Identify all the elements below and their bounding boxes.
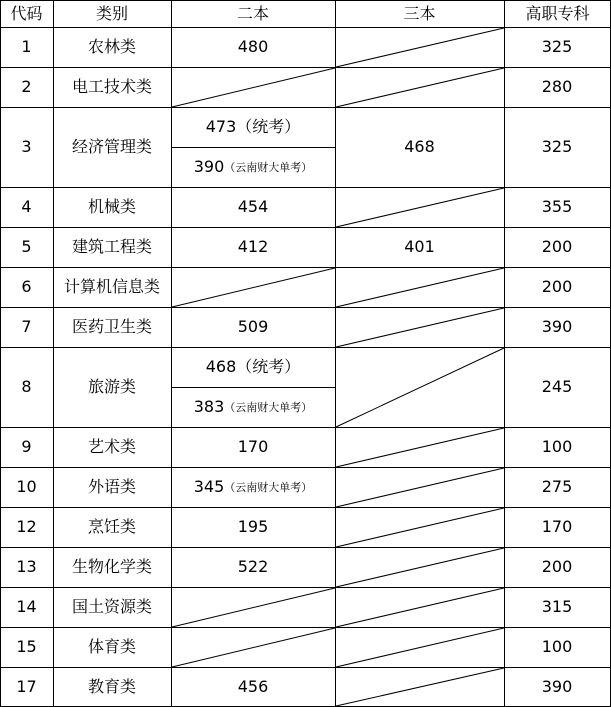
row-tier2-score: 170	[237, 437, 269, 456]
row-category: 医药卫生类	[71, 317, 152, 336]
tier2-score: 345	[193, 477, 225, 496]
row-vocational-score: 170	[541, 517, 573, 536]
empty-cell-slash	[336, 348, 504, 427]
row-vocational-score: 325	[541, 37, 573, 56]
header-tier2: 二本	[236, 3, 269, 23]
row-category: 外语类	[87, 477, 136, 496]
row-code: 4	[21, 197, 32, 216]
row-code: 14	[16, 597, 37, 616]
header-tier3: 三本	[403, 3, 436, 23]
row-tier2-score: 456	[237, 676, 269, 696]
row-vocational-score: 100	[541, 437, 573, 456]
row-vocational-score: 200	[541, 237, 573, 256]
empty-cell-slash	[336, 628, 504, 667]
row-category: 烹饪类	[87, 517, 136, 536]
row-category: 机械类	[87, 197, 136, 216]
empty-cell-slash	[172, 588, 335, 627]
row-tier2-entry	[171, 387, 335, 427]
row-tier3-score: 468	[404, 137, 435, 156]
row-code: 17	[16, 676, 37, 696]
empty-cell-slash	[336, 508, 504, 547]
row-code: 6	[21, 277, 32, 296]
empty-cell-slash	[336, 188, 504, 227]
row-tier2-score: 522	[237, 557, 269, 576]
row-tier2-entry	[171, 147, 335, 187]
header-category: 类别	[95, 3, 128, 23]
empty-cell-slash	[172, 68, 335, 107]
empty-cell-slash	[336, 308, 504, 347]
tier2-score: 468	[205, 357, 237, 376]
row-vocational-score: 325	[541, 137, 573, 156]
row-vocational-score: 315	[541, 597, 573, 616]
tier2-note: （云南财大单考）	[224, 480, 313, 494]
row-tier3-score: 401	[404, 237, 435, 256]
row-vocational-score: 355	[541, 197, 573, 216]
empty-cell-slash	[336, 428, 504, 467]
row-category: 教育类	[87, 676, 136, 696]
header-vocational: 高职专科	[525, 3, 590, 23]
empty-cell-slash	[336, 268, 504, 307]
row-code: 1	[21, 37, 32, 56]
row-code: 5	[21, 237, 32, 256]
row-category: 电工技术类	[71, 77, 152, 96]
empty-cell-slash	[172, 268, 335, 307]
row-vocational-score: 200	[541, 557, 573, 576]
row-category: 旅游类	[87, 377, 136, 396]
row-code: 15	[16, 637, 37, 656]
row-tier2-score: 509	[237, 317, 269, 336]
row-tier2-score: 412	[237, 237, 269, 256]
row-category: 生物化学类	[71, 557, 152, 576]
row-tier2-entry	[171, 347, 335, 387]
row-tier2-entry	[171, 467, 335, 507]
row-code: 9	[21, 437, 32, 456]
tier2-note: （云南财大单考）	[224, 400, 313, 414]
empty-cell-slash	[336, 68, 504, 107]
tier2-note: （统考）	[236, 117, 301, 136]
row-code: 2	[21, 77, 32, 96]
empty-cell-slash	[336, 668, 504, 706]
row-vocational-score: 200	[541, 277, 573, 296]
row-code: 7	[21, 317, 32, 336]
row-vocational-score: 390	[541, 676, 573, 696]
row-category: 农林类	[87, 37, 136, 56]
row-category: 艺术类	[87, 437, 136, 456]
row-category: 计算机信息类	[63, 277, 160, 296]
row-code: 12	[16, 517, 37, 536]
row-tier2-score: 480	[237, 37, 269, 56]
row-category: 经济管理类	[71, 137, 152, 156]
row-vocational-score: 100	[541, 637, 573, 656]
empty-cell-slash	[336, 548, 504, 587]
tier2-score: 473	[205, 117, 237, 136]
empty-cell-slash	[336, 468, 504, 507]
row-vocational-score: 245	[541, 377, 573, 396]
row-code: 8	[21, 377, 32, 396]
header-code: 代码	[10, 3, 43, 23]
row-vocational-score: 275	[541, 477, 573, 496]
row-code: 10	[16, 477, 37, 496]
empty-cell-slash	[336, 588, 504, 627]
row-tier2-entry	[171, 107, 335, 147]
tier2-note: （统考）	[236, 357, 301, 376]
tier2-score: 390	[193, 157, 225, 176]
row-tier2-score: 195	[237, 517, 269, 536]
row-category: 体育类	[87, 637, 136, 656]
row-category: 建筑工程类	[71, 237, 152, 256]
empty-cell-slash	[336, 28, 504, 67]
empty-cell-slash	[172, 628, 335, 667]
row-category: 国土资源类	[71, 597, 152, 616]
row-tier2-score: 454	[237, 197, 269, 216]
row-vocational-score: 280	[541, 77, 573, 96]
tier2-score: 383	[193, 397, 225, 416]
tier2-note: （云南财大单考）	[224, 160, 313, 174]
row-code: 13	[16, 557, 37, 576]
row-vocational-score: 390	[541, 317, 573, 336]
row-code: 3	[21, 137, 32, 156]
